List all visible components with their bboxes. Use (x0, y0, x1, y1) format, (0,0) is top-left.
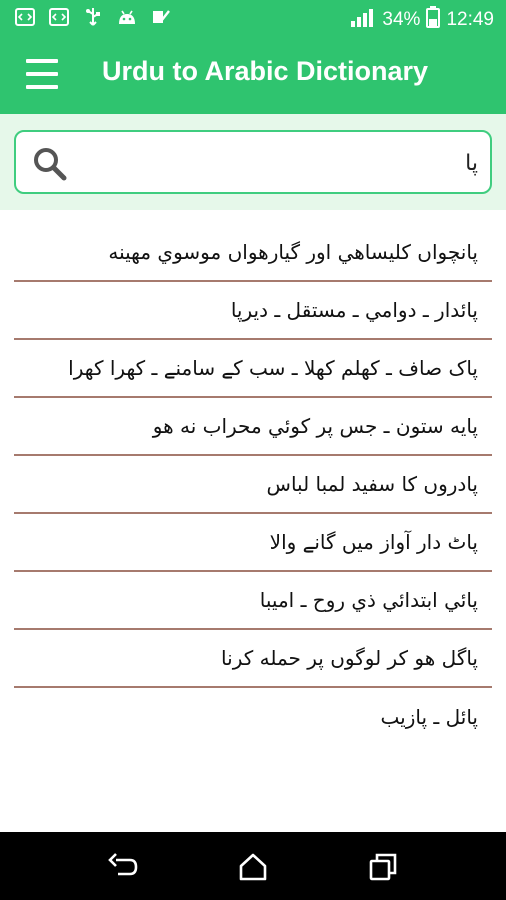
status-bar (0, 0, 506, 36)
code-icon (48, 7, 70, 27)
list-item-text: پائي ابتدائي ذي روح ـ اميبا (259, 588, 478, 612)
list-item-text: پائدار ـ دوامي ـ مستقل ـ ديرپا (230, 298, 478, 322)
list-item-text: پادروں کا سفيد لمبا لباس (266, 472, 478, 496)
results-list (14, 224, 492, 746)
app-title: Urdu to Arabic Dictionary (102, 56, 429, 86)
list-item[interactable] (14, 630, 492, 688)
search-section (0, 114, 506, 210)
list-item[interactable] (14, 572, 492, 630)
clock: 12:49 (446, 9, 494, 30)
list-item[interactable] (14, 456, 492, 514)
list-item[interactable] (14, 340, 492, 398)
app-bar (0, 36, 506, 114)
navigation-bar (0, 832, 506, 900)
list-item-text: پايه ستون ـ جس پر کوئي محراب نه هو (152, 414, 478, 438)
search-input[interactable] (78, 140, 478, 186)
list-item[interactable] (14, 282, 492, 340)
check-icon (150, 7, 172, 27)
recents-icon[interactable] (366, 850, 400, 884)
notification-icons (14, 7, 172, 27)
list-item-text: پاک صاف ـ کهلم کهلا ـ سب کے سامنے ـ کهرا کهرا (68, 356, 478, 380)
list-item[interactable] (14, 514, 492, 572)
list-item[interactable] (14, 688, 492, 746)
home-icon[interactable] (236, 850, 270, 884)
battery-percentage: 34% (382, 9, 421, 30)
android-icon (116, 7, 138, 27)
battery-icon (426, 6, 440, 34)
list-item[interactable] (14, 224, 492, 282)
code-icon (14, 7, 36, 27)
usb-icon (82, 7, 104, 27)
search-box[interactable] (14, 130, 492, 194)
system-status (350, 6, 494, 34)
list-item-text: پانچواں کلیساهي اور گیارهواں موسوي مهينه (108, 240, 478, 264)
list-item-text: پاگل هو کر لوگوں پر حمله کرنا (221, 646, 478, 670)
hamburger-menu-icon[interactable] (22, 54, 62, 94)
signal-icon (350, 7, 376, 33)
search-icon[interactable] (32, 146, 68, 182)
list-item[interactable] (14, 398, 492, 456)
list-item-text: پائل ـ پازيب (380, 705, 478, 729)
list-item-text: پاٹ دار آواز میں گانے والا (269, 530, 478, 554)
back-icon[interactable] (106, 850, 140, 884)
